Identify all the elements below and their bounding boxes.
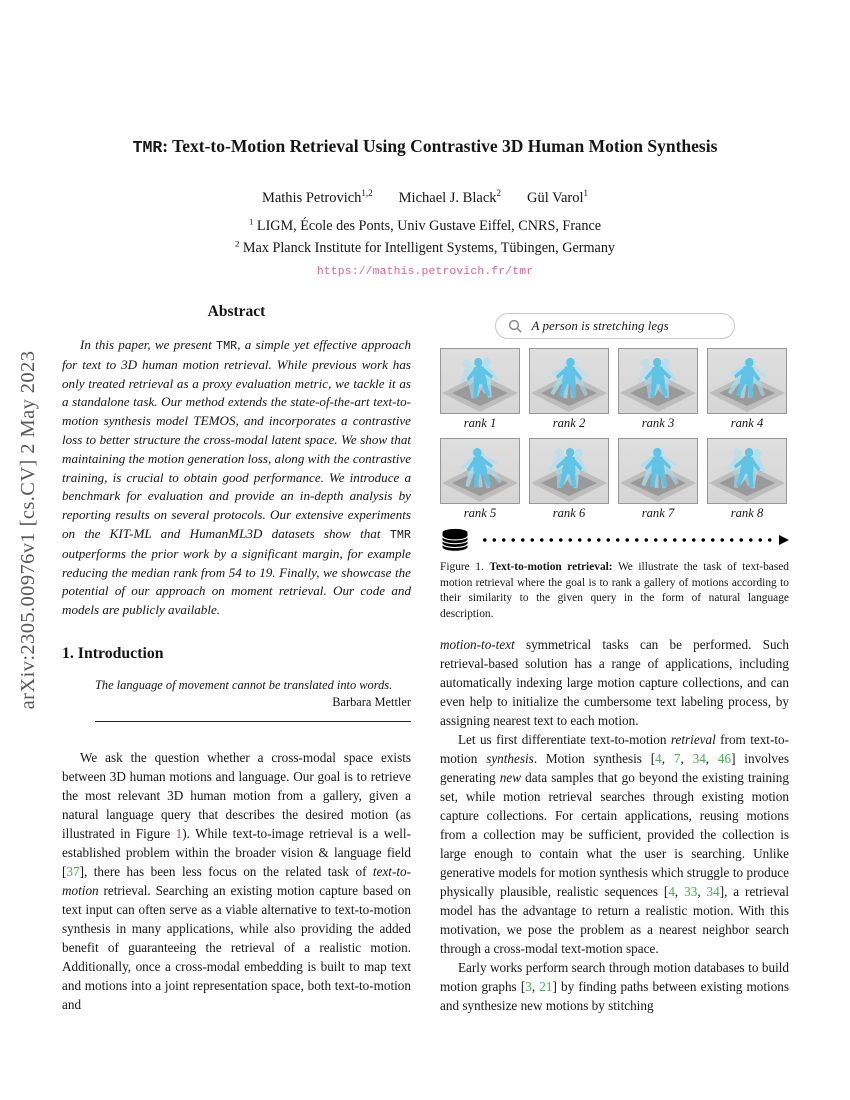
motion-person-icon bbox=[441, 351, 519, 407]
url-line bbox=[60, 261, 790, 279]
database-icon bbox=[440, 528, 470, 553]
motion-person-icon bbox=[441, 441, 519, 497]
rank-label: rank 2 bbox=[552, 416, 586, 430]
rank-label-row-2 bbox=[440, 506, 789, 521]
author-name: Gül Varol$^1$ bbox=[527, 188, 589, 206]
citation-link[interactable]: 3 bbox=[525, 979, 532, 995]
motion-grid-row-2 bbox=[440, 438, 789, 504]
right-column bbox=[440, 313, 789, 1015]
motion-thumbnail bbox=[440, 438, 520, 504]
gallery-ellipsis-row bbox=[440, 528, 789, 552]
motion-person-icon bbox=[530, 441, 608, 497]
dotted-line bbox=[480, 538, 773, 542]
right-column-body bbox=[440, 635, 789, 1015]
epigraph bbox=[95, 678, 411, 710]
motion-person-icon bbox=[619, 351, 697, 407]
author-name: Mathis Petrovich$^{1,2}$ bbox=[261, 188, 373, 206]
figure-caption: Figure 1. Text-to-motion retrieval: We illustrate the task of text-based motion retrieval where the goal is to rank a gallery of motions according to their similarity to the given query in the form of natural language description. bbox=[440, 561, 789, 620]
citation-link[interactable]: 34 bbox=[706, 884, 720, 900]
citation-link[interactable]: 21 bbox=[539, 979, 553, 995]
citation-link[interactable]: 37 bbox=[66, 863, 80, 879]
citation-link[interactable]: 34 bbox=[692, 751, 706, 767]
motion-thumbnail bbox=[707, 348, 787, 414]
figure-1 bbox=[440, 313, 789, 622]
section-heading-introduction: 1. Introduction bbox=[62, 644, 164, 662]
rank-label: rank 8 bbox=[730, 506, 764, 520]
rank-label: rank 1 bbox=[463, 416, 497, 430]
rank-label: rank 4 bbox=[730, 416, 764, 430]
paragraph-continuation: motion-to-text symmetrical tasks can be performed. Such retrieval-based solution has a range of applications, including automatically indexing large motion capture collections, and can even help to initialize the cumbersome text labeling process, by assigning nearest text to each motion. bbox=[440, 637, 789, 729]
authors-line bbox=[60, 190, 790, 207]
paper-title bbox=[40, 136, 810, 157]
left-column bbox=[62, 303, 411, 1014]
arrowhead-icon bbox=[779, 535, 789, 545]
affiliations bbox=[60, 215, 790, 259]
search-box bbox=[495, 313, 735, 339]
magnifier-icon bbox=[508, 319, 523, 334]
motion-thumbnail bbox=[618, 438, 698, 504]
motion-thumbnail bbox=[440, 348, 520, 414]
rank-label: rank 7 bbox=[641, 506, 675, 520]
title-text: : Text-to-Motion Retrieval Using Contrastive 3D Human Motion Synthesis bbox=[162, 136, 718, 156]
epigraph-author: Barbara Mettler bbox=[332, 694, 411, 709]
paragraph-early-works: Early works perform search through motion databases to build motion graphs [3, 21] by finding paths between existing motions and synthesize new motions by stitching bbox=[440, 960, 790, 1014]
rank-label: rank 3 bbox=[641, 416, 675, 430]
arxiv-watermark: arXiv:2305.00976v1 [cs.CV] 2 May 2023 bbox=[17, 350, 39, 710]
motion-thumbnail bbox=[529, 438, 609, 504]
motion-person-icon bbox=[708, 441, 786, 497]
citation-link[interactable]: 33 bbox=[684, 884, 698, 900]
epigraph-rule bbox=[95, 721, 411, 722]
rank-label: rank 5 bbox=[463, 506, 497, 520]
citation-link[interactable]: 4 bbox=[668, 884, 675, 900]
citation-link[interactable]: 46 bbox=[717, 751, 732, 767]
citation-link[interactable]: 4 bbox=[655, 751, 662, 767]
figure-reference-link[interactable]: 1 bbox=[175, 825, 183, 841]
motion-grid-row-1 bbox=[440, 348, 789, 414]
title-tmr: TMR bbox=[132, 138, 163, 157]
motion-thumbnail bbox=[707, 438, 787, 504]
motion-thumbnail bbox=[529, 348, 609, 414]
motion-person-icon bbox=[708, 351, 786, 407]
intro-paragraph: We ask the question whether a cross-modal space exists between 3D human motions and language. Our goal is to retrieve the most relevant 3D human motion from a gallery, given a natural language query that describes the desired motion (as illustrated in Figure 1). While text-to-image retrieval is a well-established problem within the broader vision & language field [37], there has been less focus on the related task of text-to-motion retrieval. Searching an existing motion capture based on text input can often serve as a viable alternative to text-to-motion synthesis in many applications, while also providing the added benefit of guaranteeing the retrieval of a realistic motion. Additionally, once a cross-modal embedding is built to map text and motions into a joint representation space, both text-to-motion and bbox=[62, 749, 411, 1012]
paragraph-differentiate: Let us first differentiate text-to-motion retrieval from text-to-motion synthesis. Motion synthesis [4, 7, 34, 46] involves generating new data samples that go beyond the existing training set, while motion retrieval searches through existing motion capture collections. For certain applications, reusing motions from a collection may be sufficient, provided the collection is large enough to contain what the user is searching. Unlike generative models for motion synthesis which struggle to produce physically plausible, realistic sequences [4, 33, 34], a retrieval model has the advantage to return a realistic motion. With this motivation, we pose the problem as a nearest neighbor search through a cross-modal text-motion space. bbox=[440, 732, 790, 957]
affiliation: $^2$ Max Planck Institute for Intelligent Systems, Tübingen, Germany bbox=[234, 238, 616, 256]
search-query-text: A person is stretching legs bbox=[531, 318, 669, 333]
rank-label: rank 6 bbox=[552, 506, 586, 520]
affiliation: $^1$ LIGM, École des Ponts, Univ Gustave Eiffel, CNRS, France bbox=[248, 216, 602, 234]
citation-link[interactable]: 7 bbox=[673, 751, 681, 767]
motion-person-icon bbox=[619, 441, 697, 497]
author-name: Michael J. Black$^2$ bbox=[398, 188, 502, 206]
motion-thumbnail bbox=[618, 348, 698, 414]
abstract-heading: Abstract bbox=[207, 303, 266, 320]
abstract-body: In this paper, we present TMR, a simple yet effective approach for text to 3D human motion retrieval. While previous work has only treated retrieval as a proxy evaluation metric, we tackle it as a standalone task. Our method extends the state-of-the-art text-to-motion synthesis model TEMOS, and incorporates a contrastive loss to better structure the cross-modal latent space. We show that maintaining the motion generation loss, along with the contrastive training, is crucial to obtain good performance. We introduce a benchmark for evaluation and provide an in-depth analysis by reporting results on several protocols. Our extensive experiments on the KIT-ML and HumanML3D datasets show that TMR outperforms the prior work by a significant margin, for example reducing the median rank from 54 to 19. Finally, we showcase the potential of our approach on moment retrieval. Our code and models are publicly available. bbox=[62, 337, 411, 618]
epigraph-quote: The language of movement cannot be translated into words. bbox=[95, 677, 393, 692]
motion-person-icon bbox=[530, 351, 608, 407]
paper-url-link[interactable]: https://mathis.petrovich.fr/tmr bbox=[316, 266, 534, 278]
rank-label-row-1 bbox=[440, 416, 789, 431]
